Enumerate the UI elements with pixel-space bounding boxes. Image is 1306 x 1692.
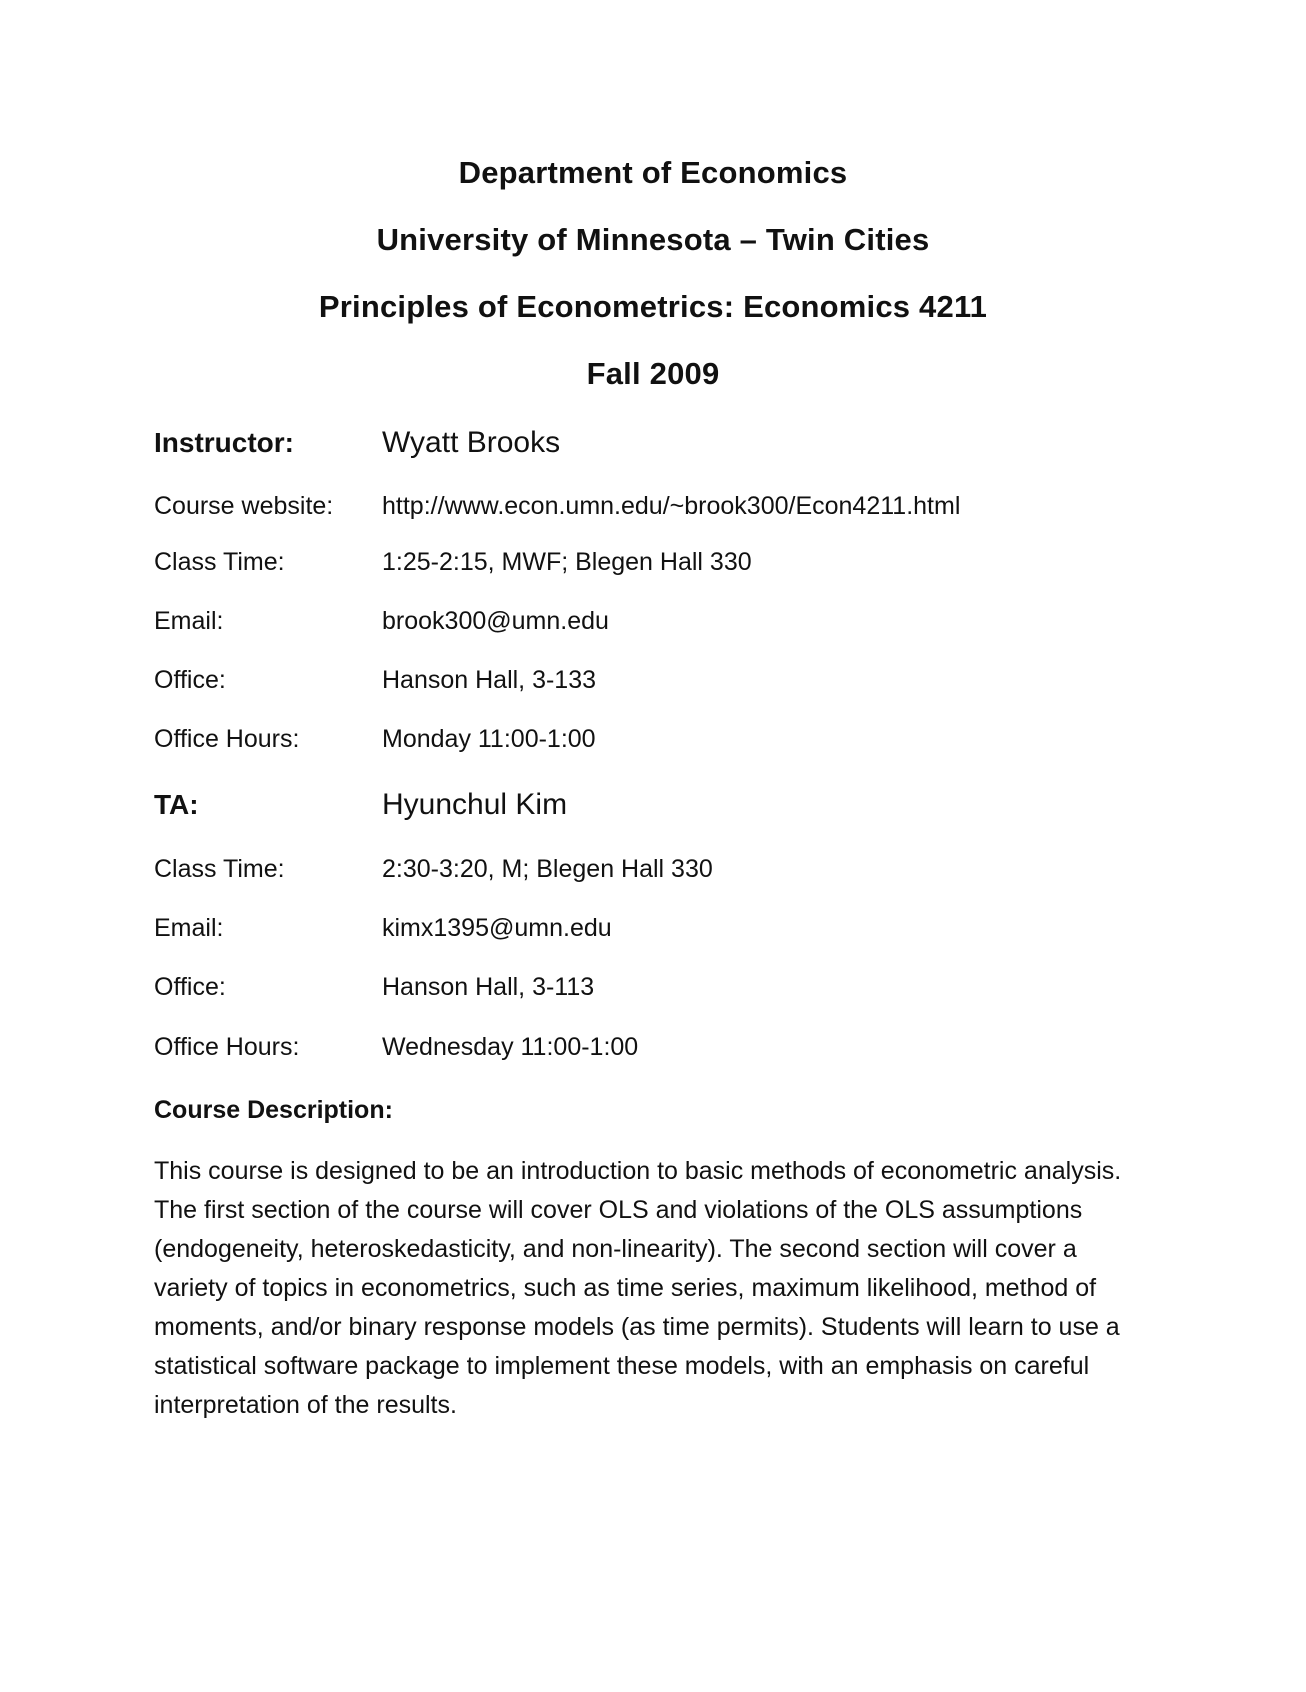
instructor-class-time-value: 1:25-2:15, MWF; Blegen Hall 330 [382, 548, 752, 576]
ta-email-label: Email: [154, 914, 224, 942]
instructor-label: Instructor: [154, 427, 294, 458]
description-line: (endogeneity, heteroskedasticity, and non-linearity). The second section will cover a [154, 1235, 1077, 1263]
ta-label: TA: [154, 789, 199, 820]
term-heading: Fall 2009 [586, 356, 720, 391]
ta-office-value: Hanson Hall, 3-113 [382, 973, 595, 1001]
university-heading: University of Minnesota – Twin Cities [376, 222, 930, 257]
ta-class-time-value: 2:30-3:20, M; Blegen Hall 330 [382, 855, 713, 883]
ta-office-hours-label: Office Hours: [154, 1033, 300, 1061]
instructor-office-hours-value: Monday 11:00-1:00 [382, 725, 596, 753]
ta-class-time-label: Class Time: [154, 855, 285, 883]
description-line: statistical software package to implement these models, with an emphasis on careful [154, 1352, 1090, 1380]
description-line: interpretation of the results. [154, 1391, 457, 1419]
course-heading: Principles of Econometrics: Economics 4211 [318, 289, 988, 324]
course-website-label: Course website: [154, 492, 334, 520]
instructor-class-time-label: Class Time: [154, 548, 285, 576]
course-description-title: Course Description: [154, 1096, 393, 1124]
description-line: The first section of the course will cover OLS and violations of the OLS assumptions [154, 1196, 1083, 1224]
instructor-office-label: Office: [154, 666, 226, 694]
description-line: variety of topics in econometrics, such as time series, maximum likelihood, method of [154, 1274, 1097, 1302]
instructor-office-hours-label: Office Hours: [154, 725, 300, 753]
ta-office-hours-value: Wednesday 11:00-1:00 [382, 1033, 639, 1061]
description-line: This course is designed to be an introduction to basic methods of econometric analysis. [154, 1157, 1122, 1185]
ta-email-value: kimx1395@umn.edu [382, 914, 612, 942]
instructor-office-value: Hanson Hall, 3-133 [382, 666, 597, 694]
course-website-value: http://www.econ.umn.edu/~brook300/Econ4211.html [382, 492, 961, 520]
course-description-paragraph [154, 1152, 1164, 1425]
description-line: moments, and/or binary response models (as time permits). Students will learn to use a [154, 1313, 1120, 1341]
department-heading: Department of Economics [458, 155, 848, 190]
ta-name: Hyunchul Kim [382, 788, 568, 821]
instructor-email-label: Email: [154, 607, 224, 635]
instructor-email-value: brook300@umn.edu [382, 607, 609, 635]
ta-office-label: Office: [154, 973, 226, 1001]
instructor-name: Wyatt Brooks [382, 426, 561, 459]
